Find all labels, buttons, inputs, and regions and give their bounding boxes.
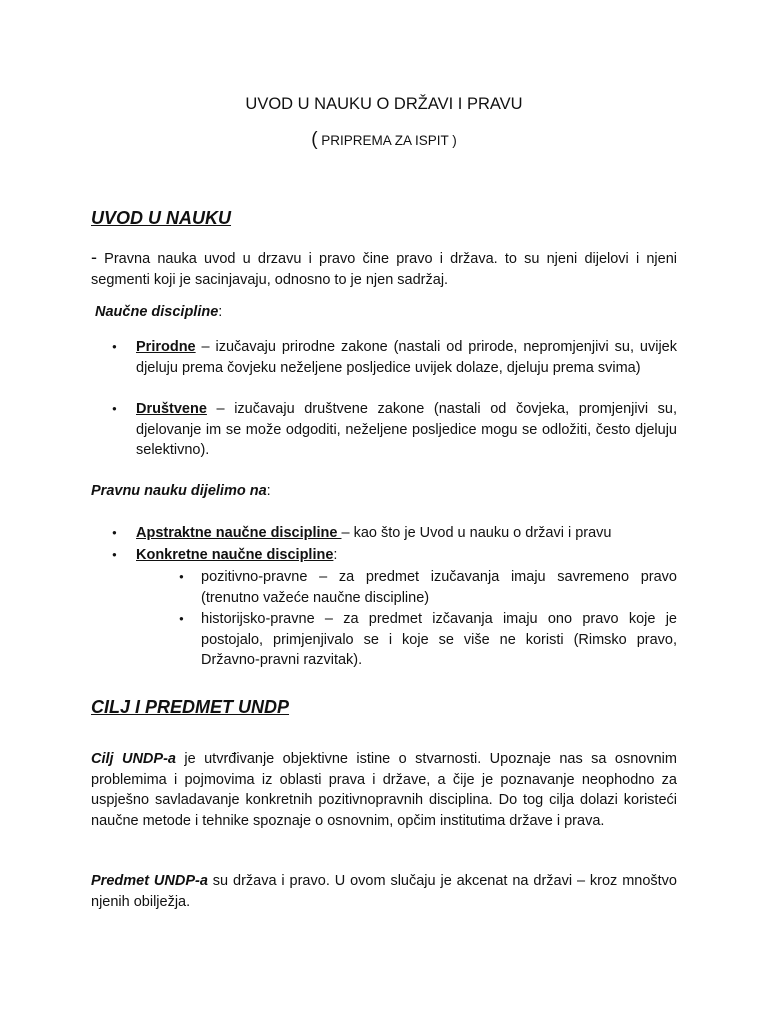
- goal-paragraph: [91, 749, 677, 831]
- discipline-term: Prirodne: [136, 339, 196, 355]
- list-item: [136, 399, 677, 461]
- goal-text: je utvrđivanje objektivne istine o stvarnosti. Upoznaje nas sa osnovnim problemima i pojmovima iz oblasti prava i države, a čije je poznavanje neophodno za uspješno savladavanje konkretnih pozitivnopravnih disciplina. Do tog cilja dolazi koristeći naučne metode i tehnike spoznaje o osnovnim, opčim institutima države i prava.: [91, 751, 677, 829]
- section-heading-cilj: CILJ I PREDMET UNDP: [91, 697, 290, 717]
- section-heading-uvod: UVOD U NAUKU: [91, 208, 232, 228]
- disciplines-label-text: Naučne discipline: [95, 304, 219, 320]
- division-term: Apstraktne naučne discipline: [136, 525, 342, 541]
- division-label-colon: :: [266, 483, 271, 499]
- disciplines-label-colon: :: [218, 304, 223, 320]
- subtitle-paren: (: [311, 129, 318, 150]
- list-item: [136, 337, 677, 378]
- division-term: Konkretne naučne discipline: [136, 547, 334, 563]
- sub-list-item: ● pozitivno-pravne – za predmet izučavanja imaju savremeno pravo (trenutno važeće naučne discipline): [201, 567, 677, 608]
- discipline-term: Društvene: [136, 401, 207, 417]
- goal-term: Cilj UNDP-a: [91, 751, 176, 767]
- division-label: [91, 481, 677, 502]
- intro-paragraph: [91, 247, 677, 290]
- subtitle-text: PRIPREMA ZA ISPIT ): [317, 133, 457, 148]
- disciplines-label: [95, 302, 681, 323]
- document-subtitle: [0, 130, 768, 151]
- division-text: :: [333, 547, 338, 563]
- intro-dash: -: [91, 247, 97, 267]
- division-label-text: Pravnu nauku dijelimo na: [91, 483, 267, 499]
- document-title: UVOD U NAUKU O DRŽAVI I PRAVU: [245, 95, 523, 113]
- division-text: – kao što je Uvod u nauku o državi i pravu: [341, 525, 612, 541]
- list-item: [136, 545, 677, 566]
- subject-term: Predmet UNDP-a: [91, 873, 208, 889]
- discipline-text: – izučavaju prirodne zakone (nastali od prirode, nepromjenjivi su, uvijek djeluju prema čovjeku neželjene posljedice uvijek dolaze, djeluju prema svima): [136, 339, 677, 376]
- intro-text: Pravna nauka uvod u drzavu i pravo čine pravo i država. to su njeni dijelovi i njeni segmenti koji je sacinjavaju, odnosno to je njen sadržaj.: [91, 251, 677, 288]
- discipline-text: – izučavaju društvene zakone (nastali od čovjeka, promjenjivi su, djelovanje im se može odgoditi, neželjene posljedice mogu se odložiti, često djeluju selektivno).: [136, 401, 677, 458]
- subject-text: su država i pravo. U ovom slučaju je akcenat na državi – kroz mnoštvo njenih obilježja.: [91, 873, 677, 910]
- sub-list-item: ● historijsko-pravne – za predmet izčavanja imaju ono pravo koje je postojalo, primjenjivalo se i koje se više ne koristi (Rimsko pravo, Državno-pravni razvitak).: [201, 609, 677, 671]
- subject-paragraph: [91, 871, 677, 912]
- list-item: [136, 523, 677, 544]
